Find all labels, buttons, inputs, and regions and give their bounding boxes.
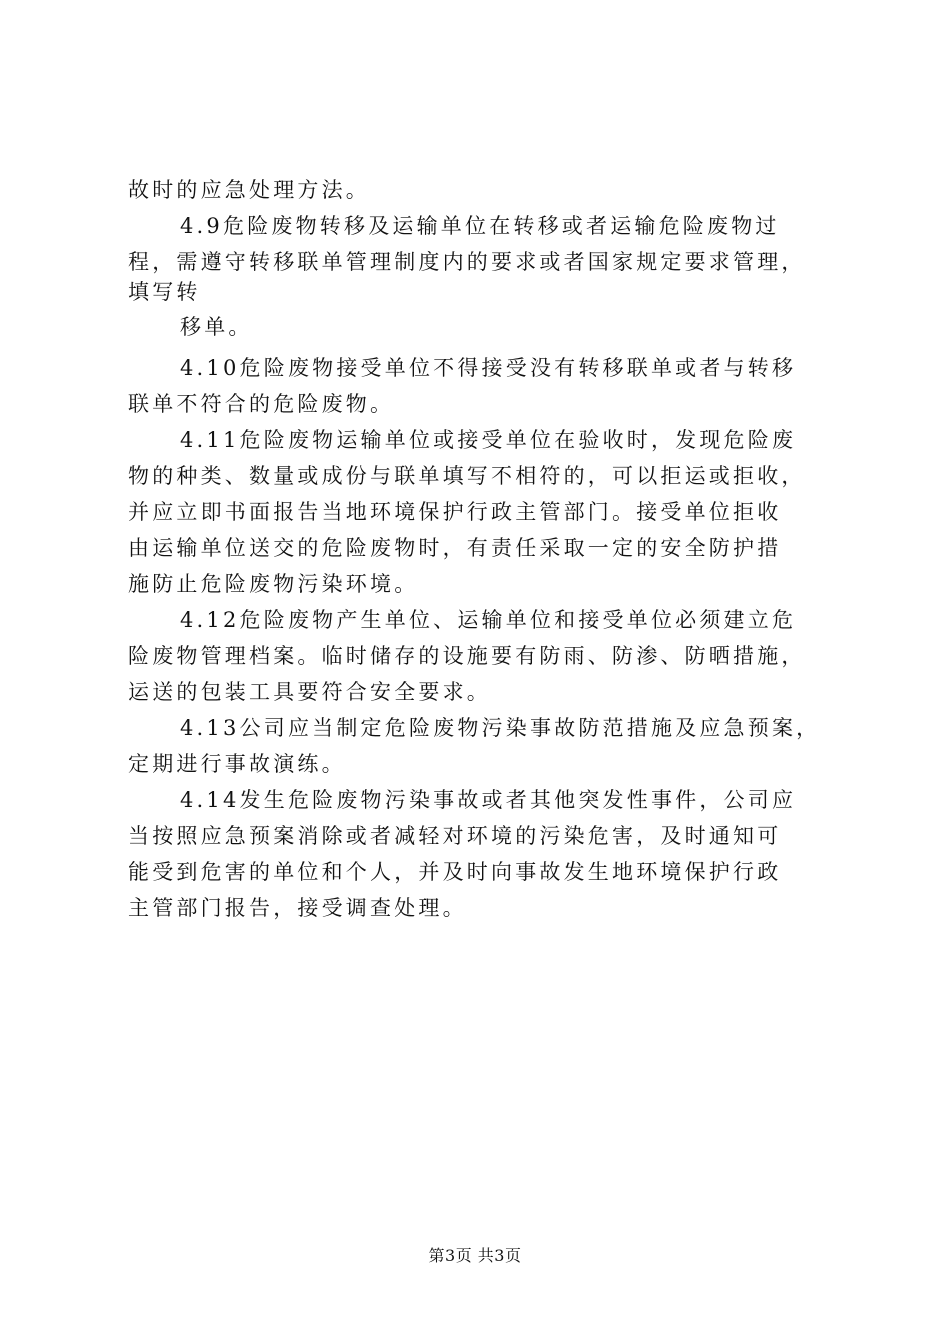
text-line: 4.10危险废物接受单位不得接受没有转移联单或者与转移: [180, 356, 797, 380]
text-line: 当按照应急预案消除或者减轻对环境的污染危害，及时通知可: [128, 824, 782, 848]
text-line: 4.14发生危险废物污染事故或者其他突发性事件，公司应: [180, 788, 797, 812]
text-line: 4.13公司应当制定危险废物污染事故防范措施及应急预案，: [180, 716, 821, 740]
text-line: 运送的包装工具要符合安全要求。: [128, 680, 491, 704]
text-line: 4.12危险废物产生单位、运输单位和接受单位必须建立危: [180, 608, 797, 632]
text-line: 移单。: [180, 315, 253, 339]
text-line: 险废物管理档案。临时储存的设施要有防雨、防渗、防晒措施，: [128, 644, 806, 668]
document-body: [128, 172, 838, 926]
text-line: 施防止危险废物污染环境。: [128, 572, 419, 596]
text-line: 故时的应急处理方法。: [128, 178, 370, 202]
text-line: 4.9危险废物转移及运输单位在转移或者运输危险废物过: [180, 214, 780, 238]
text-line: 填写转: [128, 280, 201, 304]
text-line: 物的种类、数量或成份与联单填写不相符的，可以拒运或拒收，: [128, 464, 806, 488]
text-line: 4.11危险废物运输单位或接受单位在验收时，发现危险废: [180, 428, 797, 452]
text-line: 联单不符合的危险废物。: [128, 392, 395, 416]
text-line: 主管部门报告，接受调查处理。: [128, 896, 467, 920]
text-line: 并应立即书面报告当地环境保护行政主管部门。接受单位拒收: [128, 500, 782, 524]
text-line: 定期进行事故演练。: [128, 752, 346, 776]
page-footer: 第3页 共3页: [428, 1246, 522, 1265]
text-line: 由运输单位送交的危险废物时，有责任采取一定的安全防护措: [128, 536, 782, 560]
text-line: 程，需遵守转移联单管理制度内的要求或者国家规定要求管理，: [128, 250, 806, 274]
text-line: 能受到危害的单位和个人，并及时向事故发生地环境保护行政: [128, 860, 782, 884]
